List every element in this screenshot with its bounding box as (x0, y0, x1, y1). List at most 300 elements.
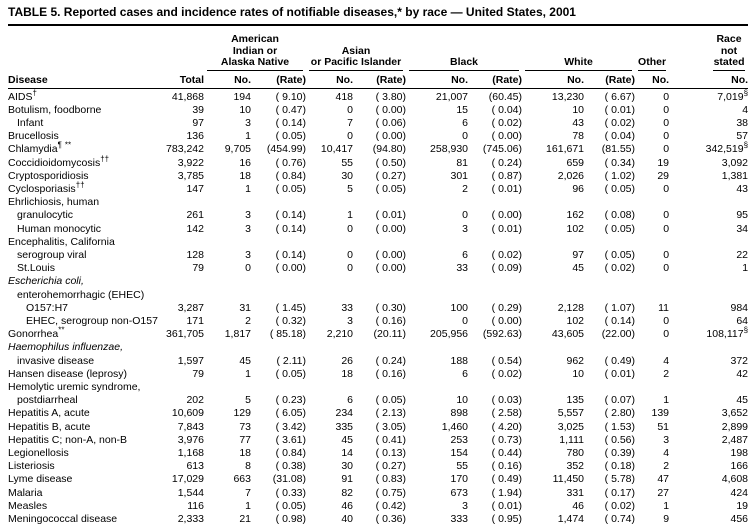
black-rate-cell: ( 0.00) (491, 209, 523, 222)
table-row (8, 447, 748, 460)
aian-rate-cell: ( 0.05) (275, 130, 307, 143)
white-no-cell (522, 275, 584, 288)
white-no-cell (522, 341, 584, 354)
white-rate-cell (584, 341, 635, 354)
aian-no-cell (204, 196, 251, 209)
other-no-cell: 4 (663, 446, 670, 459)
api-rate-cell (353, 341, 406, 354)
black-no-cell (406, 275, 468, 288)
white-rate-cell (584, 196, 635, 209)
black-no-cell: 55 (456, 460, 469, 473)
disease-name-cell: Malaria (8, 486, 43, 499)
white-no-cell (522, 381, 584, 394)
total-cell: 17,029 (171, 473, 204, 486)
api-rate-cell: ( 0.06) (375, 116, 407, 129)
total-cell: 1,544 (177, 486, 204, 499)
aian-rate-cell: ( 0.14) (275, 222, 307, 235)
api-no-cell (306, 196, 353, 209)
api-rate-cell: ( 0.41) (375, 433, 407, 446)
other-no-cell: 47 (657, 473, 670, 486)
white-rate-cell: ( 1.02) (604, 169, 636, 182)
table-row (8, 302, 748, 315)
white-rate-cell (584, 381, 635, 394)
white-rate-cell: ( 6.67) (604, 90, 636, 103)
group-header-white (522, 34, 635, 71)
group-label-race-not-stated (713, 34, 745, 71)
disease-name-cell: O157:H7 (26, 301, 69, 314)
api-rate-cell: ( 0.00) (375, 222, 407, 235)
black-no-cell (406, 341, 468, 354)
table-title: TABLE 5. Reported cases and incidence rates of notifiable diseases,* by race — United States, 2001 (8, 5, 748, 26)
black-rate-cell: ( 0.01) (491, 222, 523, 235)
group-header-black (406, 34, 522, 71)
aian-rate-cell (251, 275, 306, 288)
aian-no-cell: 3 (245, 248, 251, 261)
group-label-line: Alaska Native (220, 56, 290, 68)
white-no-cell: 102 (566, 314, 585, 327)
aian-rate-cell: ( 0.33) (275, 486, 307, 499)
api-rate-cell (353, 381, 406, 394)
total-cell: 3,287 (177, 301, 204, 314)
api-no-cell: 0 (347, 262, 354, 275)
white-no-cell: 135 (566, 394, 585, 407)
table-row (8, 262, 748, 275)
black-no-cell: 1,460 (441, 420, 469, 433)
group-header-asian-pacific-islander (306, 34, 406, 71)
table-row (8, 368, 748, 381)
total-cell: 3,922 (177, 156, 204, 169)
black-rate-cell: ( 0.02) (491, 116, 523, 129)
race-not-stated-no-cell: 43 (736, 182, 749, 195)
total-cell (158, 275, 204, 288)
group-label-line: or Pacific Islander (310, 56, 402, 68)
white-rate-cell: ( 0.39) (604, 446, 636, 459)
black-rate-cell: (60.45) (488, 90, 523, 103)
disease-name-cell: AIDS† (8, 88, 37, 103)
table-row (8, 460, 748, 473)
table-row (8, 130, 748, 143)
api-no-cell: 30 (341, 460, 354, 473)
disease-name-cell: postdiarrheal (17, 394, 78, 407)
white-rate-cell: ( 0.01) (604, 367, 636, 380)
api-no-cell: 335 (335, 420, 354, 433)
black-rate-cell (468, 381, 522, 394)
race-not-stated-no-column-header: No. (669, 71, 748, 89)
aian-rate-cell: ( 3.42) (275, 420, 307, 433)
aian-rate-cell: ( 0.14) (275, 248, 307, 261)
white-rate-cell: ( 0.07) (604, 394, 636, 407)
race-not-stated-no-cell: 45 (736, 394, 749, 407)
api-rate-cell (353, 275, 406, 288)
black-rate-cell: ( 0.95) (491, 513, 523, 525)
table-row (8, 117, 748, 130)
black-rate-cell (468, 196, 522, 209)
race-not-stated-no-cell (669, 196, 748, 209)
aian-no-cell: 16 (239, 156, 251, 169)
api-rate-cell (353, 236, 406, 249)
other-no-cell: 139 (651, 407, 670, 420)
aian-no-cell (204, 341, 251, 354)
black-no-cell: 205,956 (430, 328, 469, 341)
other-no-cell (635, 196, 669, 209)
other-no-cell: 0 (663, 90, 670, 103)
white-rate-cell: ( 0.05) (604, 182, 636, 195)
api-rate-cell: ( 0.24) (375, 354, 407, 367)
white-rate-cell: ( 0.14) (604, 314, 636, 327)
race-not-stated-no-cell (669, 381, 748, 394)
aian-rate-cell: ( 0.05) (275, 499, 307, 512)
black-no-cell: 170 (450, 473, 469, 486)
total-cell: 79 (192, 367, 204, 380)
api-no-cell: 3 (347, 314, 354, 327)
white-rate-cell (584, 289, 635, 302)
black-no-cell: 21,007 (435, 90, 469, 103)
black-no-cell: 258,930 (430, 143, 469, 156)
other-no-cell: 0 (663, 222, 670, 235)
aian-rate-cell: ( 9.10) (275, 90, 307, 103)
disease-name-cell: EHEC, serogroup non-O157 (26, 314, 158, 327)
white-no-cell (522, 236, 584, 249)
api-rate-cell: ( 0.00) (375, 103, 407, 116)
race-not-stated-no-cell: 984 (730, 301, 749, 314)
white-no-cell: 43 (572, 116, 585, 129)
api-rate-cell: ( 0.05) (375, 394, 407, 407)
disease-name-cell: Botulism, foodborne (8, 103, 102, 116)
api-no-cell: 0 (347, 130, 354, 143)
total-cell: 3,976 (177, 433, 204, 446)
aian-no-cell: 3 (245, 222, 251, 235)
white-rate-cell: (81.55) (601, 143, 636, 156)
api-rate-cell: ( 0.00) (375, 130, 407, 143)
black-no-cell (406, 381, 468, 394)
api-no-cell: 0 (347, 248, 354, 261)
other-no-cell: 29 (657, 169, 670, 182)
white-rate-cell: ( 0.56) (604, 433, 636, 446)
white-rate-cell: ( 0.04) (604, 130, 636, 143)
black-no-cell: 0 (462, 209, 469, 222)
race-not-stated-no-cell (669, 341, 748, 354)
white-no-cell: 780 (566, 446, 585, 459)
aian-no-cell: 8 (245, 460, 251, 473)
total-cell: 613 (186, 460, 204, 473)
black-no-cell: 898 (450, 407, 469, 420)
group-label-other (638, 57, 666, 71)
disease-name-cell: Listeriosis (8, 460, 55, 473)
aian-rate-cell (251, 196, 306, 209)
api-rate-cell: ( 0.75) (375, 486, 407, 499)
aian-rate-cell: (31.08) (272, 473, 307, 486)
table-row (8, 500, 748, 513)
api-no-cell: 2,210 (326, 328, 354, 341)
aian-no-cell: 1 (245, 367, 251, 380)
white-no-cell: 5,557 (557, 407, 585, 420)
total-cell: 7,843 (177, 420, 204, 433)
black-no-cell: 154 (450, 446, 469, 459)
disease-name-cell: Infant (17, 116, 44, 129)
aian-no-cell: 18 (239, 446, 251, 459)
black-rate-cell: ( 0.04) (491, 103, 523, 116)
white-no-cell: 2,026 (557, 169, 585, 182)
race-not-stated-no-cell: 424 (730, 486, 749, 499)
black-rate-cell: ( 0.09) (491, 262, 523, 275)
aian-no-cell: 21 (239, 513, 251, 525)
aian-rate-cell: ( 0.05) (275, 182, 307, 195)
api-no-cell: 0 (347, 103, 354, 116)
white-rate-cell: ( 1.07) (604, 301, 636, 314)
aian-no-cell (204, 381, 251, 394)
other-no-cell: 4 (663, 354, 670, 367)
race-not-stated-no-cell: 2,487 (721, 433, 749, 446)
api-rate-cell: ( 0.16) (375, 367, 407, 380)
aian-rate-cell: ( 0.84) (275, 446, 307, 459)
api-rate-cell: ( 0.00) (375, 262, 407, 275)
race-not-stated-no-cell: 4 (742, 103, 749, 116)
aian-rate-cell: (454.99) (266, 143, 307, 156)
table-row (8, 289, 748, 302)
white-no-cell: 97 (572, 248, 585, 261)
api-no-cell: 45 (341, 433, 354, 446)
aian-no-cell: 0 (245, 262, 251, 275)
api-no-cell (306, 275, 353, 288)
api-rate-cell: ( 0.36) (375, 513, 407, 525)
group-label-line: Asian (341, 44, 371, 57)
table-row (8, 170, 748, 183)
race-not-stated-no-cell: 198 (730, 446, 749, 459)
total-cell: 136 (186, 130, 204, 143)
race-not-stated-no-cell: 372 (730, 354, 749, 367)
api-no-cell: 30 (341, 169, 354, 182)
black-rate-cell: ( 0.00) (491, 130, 523, 143)
other-no-cell (635, 275, 669, 288)
disease-name-cell: invasive disease (17, 354, 95, 367)
white-rate-cell: ( 0.49) (604, 354, 636, 367)
race-not-stated-no-cell: 22 (736, 248, 749, 261)
table-header (8, 34, 748, 88)
race-not-stated-no-cell: 166 (730, 460, 749, 473)
white-rate-cell: ( 1.53) (604, 420, 636, 433)
api-no-cell: 33 (341, 301, 354, 314)
total-cell: 3,785 (177, 169, 204, 182)
header-group-row (8, 34, 748, 71)
api-rate-cell: ( 0.16) (375, 314, 407, 327)
api-no-cell: 18 (341, 367, 354, 380)
aian-no-cell: 31 (239, 301, 251, 314)
other-no-column-header: No. (635, 71, 669, 89)
race-not-stated-no-cell: 1,381 (721, 169, 749, 182)
black-no-cell: 15 (456, 103, 469, 116)
api-no-cell: 6 (347, 394, 354, 407)
table-row (8, 196, 748, 209)
black-no-cell: 6 (462, 248, 469, 261)
group-header-race-not-stated (669, 34, 748, 71)
header-spacer-disease (8, 34, 158, 71)
white-no-column-header: No. (522, 71, 584, 89)
aian-rate-cell: ( 6.05) (275, 407, 307, 420)
api-rate-cell (353, 196, 406, 209)
aian-no-cell: 9,705 (224, 143, 251, 156)
aian-no-cell: 1,817 (224, 328, 251, 341)
disease-name-cell: Coccidioidomycosis†† (8, 154, 110, 169)
aian-rate-cell: ( 0.14) (275, 209, 307, 222)
other-no-cell (635, 381, 669, 394)
white-no-cell: 43,605 (551, 328, 585, 341)
other-no-cell: 0 (663, 328, 670, 341)
white-no-cell: 96 (572, 182, 585, 195)
white-rate-cell: ( 0.02) (604, 116, 636, 129)
total-cell: 1,168 (177, 446, 204, 459)
race-not-stated-no-cell: 108,117§ (706, 325, 749, 341)
disease-name-cell: Ehrlichiosis, human (8, 196, 100, 209)
black-no-cell: 3 (462, 222, 469, 235)
black-no-cell: 10 (456, 394, 469, 407)
black-no-cell: 253 (450, 433, 469, 446)
disease-name-cell: Legionellosis (8, 446, 69, 459)
api-rate-column-header: (Rate) (353, 71, 406, 89)
white-no-cell: 1,111 (559, 433, 585, 446)
black-rate-cell: ( 0.54) (491, 354, 523, 367)
aian-no-cell: 1 (245, 130, 251, 143)
other-no-cell: 0 (663, 314, 670, 327)
black-rate-cell: ( 0.01) (491, 182, 523, 195)
api-rate-cell: ( 0.13) (375, 446, 407, 459)
total-cell: 39 (192, 103, 204, 116)
group-label-black (409, 57, 519, 71)
race-not-stated-no-cell: 64 (736, 314, 749, 327)
white-rate-cell: ( 0.18) (604, 460, 636, 473)
aian-no-cell: 1 (245, 499, 251, 512)
aian-rate-cell: ( 0.98) (275, 513, 307, 525)
aian-rate-cell: ( 0.05) (275, 367, 307, 380)
other-no-cell: 1 (663, 394, 670, 407)
api-no-cell: 0 (347, 222, 354, 235)
api-rate-cell: ( 0.01) (375, 209, 407, 222)
aian-rate-cell (251, 289, 306, 302)
aian-rate-cell: ( 0.47) (275, 103, 307, 116)
white-no-cell: 962 (566, 354, 585, 367)
race-not-stated-no-cell: 3,092 (721, 156, 749, 169)
black-rate-cell: ( 0.44) (491, 446, 523, 459)
total-cell: 142 (186, 222, 204, 235)
black-no-cell: 3 (462, 499, 469, 512)
total-cell: 79 (192, 262, 204, 275)
race-not-stated-no-cell: 57 (736, 130, 749, 143)
api-no-cell: 46 (341, 499, 354, 512)
white-rate-cell: ( 0.05) (604, 222, 636, 235)
api-no-cell: 234 (335, 407, 354, 420)
api-no-cell (306, 289, 353, 302)
race-not-stated-no-cell: 3,652 (721, 407, 749, 420)
disease-name-cell: Brucellosis (8, 130, 59, 143)
aian-no-cell: 73 (239, 420, 251, 433)
other-no-cell (635, 236, 669, 249)
white-rate-cell: ( 0.08) (604, 209, 636, 222)
aian-rate-cell (251, 236, 306, 249)
black-rate-cell: ( 1.94) (491, 486, 523, 499)
aian-no-cell: 3 (245, 116, 251, 129)
disease-name-cell: Encephalitis, California (8, 235, 115, 248)
other-no-cell: 11 (658, 301, 670, 314)
other-no-cell: 1 (663, 499, 670, 512)
total-cell: 10,609 (171, 407, 204, 420)
white-no-cell: 78 (572, 130, 585, 143)
white-no-cell: 161,671 (546, 143, 585, 156)
race-not-stated-no-cell: 7,019§ (717, 88, 749, 103)
black-rate-cell: ( 0.49) (491, 473, 523, 486)
black-rate-cell: ( 4.20) (491, 420, 523, 433)
other-no-cell: 2 (663, 460, 670, 473)
white-no-cell: 45 (572, 262, 585, 275)
aian-no-cell: 1 (245, 182, 251, 195)
black-rate-cell: (745.06) (482, 143, 523, 156)
disease-name-cell: Hepatitis C; non-A, non-B (8, 433, 128, 446)
race-not-stated-no-cell (669, 275, 748, 288)
table-row (8, 88, 748, 104)
disease-name-cell: Lyme disease (8, 473, 73, 486)
black-rate-cell: ( 0.16) (491, 460, 523, 473)
table-row (8, 381, 748, 394)
white-no-cell: 46 (572, 499, 585, 512)
white-no-cell: 162 (566, 209, 585, 222)
other-no-cell (635, 289, 669, 302)
other-no-cell: 0 (663, 209, 670, 222)
white-no-cell (522, 196, 584, 209)
aian-no-cell: 2 (245, 314, 251, 327)
table-row (8, 209, 748, 222)
table-row (8, 328, 748, 341)
other-no-cell: 0 (663, 182, 670, 195)
race-not-stated-no-cell: 19 (736, 499, 749, 512)
aian-no-cell: 3 (245, 209, 251, 222)
aian-rate-cell: ( 0.76) (275, 156, 307, 169)
disease-column-header: Disease (8, 71, 158, 89)
race-not-stated-no-cell: 4,608 (721, 473, 749, 486)
api-no-cell: 1 (347, 209, 354, 222)
black-no-cell (406, 196, 468, 209)
other-no-cell: 0 (663, 143, 670, 156)
table-row (8, 157, 748, 170)
aian-no-column-header: No. (204, 71, 251, 89)
total-cell (158, 341, 204, 354)
race-not-stated-no-cell: 42 (736, 367, 749, 380)
api-rate-cell: ( 2.13) (375, 407, 407, 420)
other-no-cell: 27 (657, 486, 670, 499)
group-label-line: Indian or (232, 44, 278, 57)
total-cell: 1,597 (177, 354, 204, 367)
black-no-column-header: No. (406, 71, 468, 89)
api-rate-cell: ( 0.83) (375, 473, 407, 486)
table-row (8, 223, 748, 236)
aian-rate-cell (251, 381, 306, 394)
api-no-cell: 7 (347, 116, 354, 129)
black-rate-cell (468, 236, 522, 249)
api-rate-cell: ( 0.27) (375, 169, 407, 182)
api-no-cell (306, 381, 353, 394)
aian-rate-cell: ( 3.61) (275, 433, 307, 446)
group-label-line: American (231, 33, 279, 45)
aian-no-cell: 10 (239, 103, 251, 116)
api-rate-cell: (20.11) (373, 328, 407, 341)
api-no-cell: 14 (341, 446, 354, 459)
white-rate-cell: ( 0.02) (604, 262, 636, 275)
black-rate-cell: ( 0.03) (491, 394, 523, 407)
table-row (8, 407, 748, 420)
black-rate-cell (468, 341, 522, 354)
disease-name-cell: Cryptosporidiosis (8, 169, 89, 182)
black-no-cell (406, 236, 468, 249)
disease-name-cell: enterohemorrhagic (EHEC) (17, 288, 145, 301)
black-rate-cell: ( 0.87) (491, 169, 523, 182)
black-rate-cell: (592.63) (482, 328, 523, 341)
